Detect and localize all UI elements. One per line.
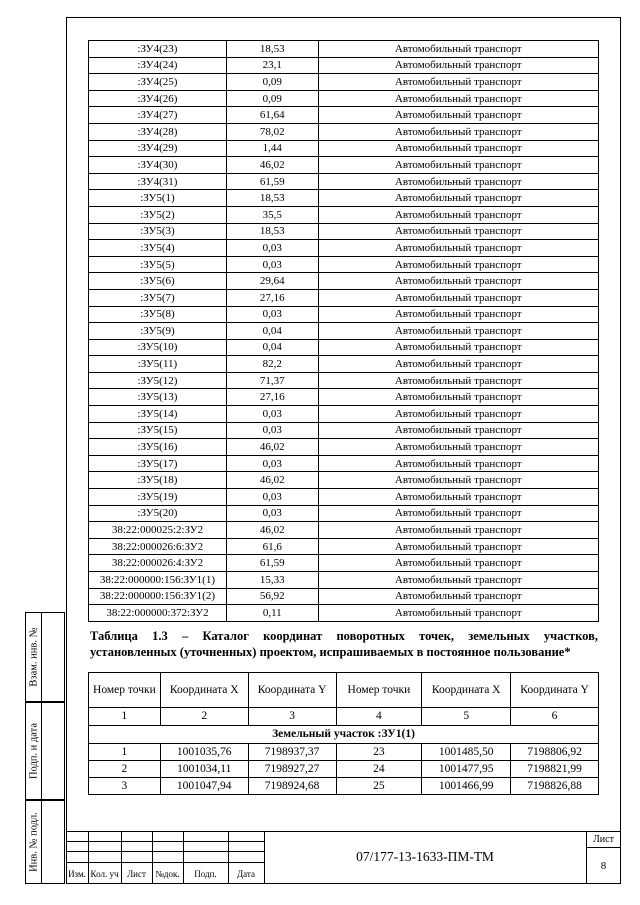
table-row [89,455,599,472]
plot-name-cell: :ЗУ4(30) [89,157,227,174]
plot-name-cell: :ЗУ5(4) [89,240,227,257]
plot-name-cell: 38:22:000026:6:ЗУ2 [89,538,227,555]
table-row [89,140,599,157]
table-row [89,123,599,140]
plot-purpose-cell: Автомобильный транспорт [318,439,598,456]
plot-name-cell: :ЗУ5(20) [89,505,227,522]
plot-name-cell: :ЗУ4(31) [89,173,227,190]
table-row [89,489,599,506]
plot-area-cell: 61,59 [226,555,318,572]
table-row [89,538,599,555]
header-cell: Координата Y [511,673,599,708]
plot-area-cell: 18,53 [226,190,318,207]
header-cell: Координата X [422,673,511,708]
plot-name-cell: :ЗУ4(29) [89,140,227,157]
table-row [89,761,599,778]
plot-area-cell: 1,44 [226,140,318,157]
table-row [89,439,599,456]
plot-area-cell: 0,03 [226,505,318,522]
plot-name-cell: 38:22:000025:2:ЗУ2 [89,522,227,539]
column-number: 4 [336,708,422,726]
plot-area-cell: 27,16 [226,289,318,306]
column-number: 6 [511,708,599,726]
coord-cell: 7198927,27 [248,761,336,778]
plot-name-cell: 38:22:000000:372:ЗУ2 [89,605,227,622]
table-row [89,57,599,74]
plot-name-cell: :ЗУ5(11) [89,356,227,373]
coord-cell: 1 [89,744,161,761]
plot-area-cell: 18,53 [226,41,318,58]
coord-cell: 1001034,11 [160,761,248,778]
plot-purpose-cell: Автомобильный транспорт [318,406,598,423]
table-row [89,223,599,240]
plot-purpose-cell: Автомобильный транспорт [318,157,598,174]
table-row [89,289,599,306]
plot-purpose-cell: Автомобильный транспорт [318,356,598,373]
table-row [89,157,599,174]
side-stamp-label: Инв. № подл. [28,812,39,872]
table-row [89,522,599,539]
table-row [89,555,599,572]
table-row [89,256,599,273]
header-row [89,673,599,708]
header-cell: Номер точки [89,673,161,708]
plot-name-cell: :ЗУ4(23) [89,41,227,58]
plot-purpose-cell: Автомобильный транспорт [318,389,598,406]
stamp-col-data: Дата [237,869,255,879]
coord-cell: 24 [336,761,422,778]
plot-purpose-cell: Автомобильный транспорт [318,273,598,290]
plot-name-cell: :ЗУ5(7) [89,289,227,306]
coord-cell: 1001466,99 [422,778,511,795]
plot-purpose-cell: Автомобильный транспорт [318,41,598,58]
table-row [89,422,599,439]
plot-purpose-cell: Автомобильный транспорт [318,90,598,107]
stamp-col-kol: Кол. уч [90,869,119,879]
plot-name-cell: :ЗУ4(26) [89,90,227,107]
table-caption: Таблица 1.3 – Каталог координат поворотных точек, земельных участков, установленных (уточненных) проектом, испрашиваемых в постоянное пользование* [90,629,598,659]
plot-purpose-cell: Автомобильный транспорт [318,57,598,74]
plot-name-cell: :ЗУ5(19) [89,489,227,506]
coord-cell: 1001477,95 [422,761,511,778]
plot-area-cell: 61,59 [226,173,318,190]
side-stamp-label: Подп. и дата [28,722,39,780]
stamp-col-list: Лист [127,869,146,879]
plot-area-cell: 15,33 [226,572,318,589]
side-stamp-podp [25,702,65,800]
coord-cell: 7198806,92 [511,744,599,761]
plot-area-cell: 0,03 [226,489,318,506]
document-code: 07/177-13-1633-ПМ-ТМ [356,849,494,864]
table-row [89,90,599,107]
coord-cell: 1001485,50 [422,744,511,761]
plot-purpose-cell: Автомобильный транспорт [318,190,598,207]
plot-area-cell: 29,64 [226,273,318,290]
column-number: 5 [422,708,511,726]
plot-name-cell: :ЗУ5(5) [89,256,227,273]
header-cell: Координата Y [248,673,336,708]
plot-area-cell: 61,64 [226,107,318,124]
plot-name-cell: :ЗУ5(3) [89,223,227,240]
plot-area-cell: 0,09 [226,90,318,107]
plot-name-cell: :ЗУ5(2) [89,206,227,223]
plot-name-cell: 38:22:000000:156:ЗУ1(1) [89,572,227,589]
plot-area-cell: 0,03 [226,406,318,423]
plot-name-cell: :ЗУ5(9) [89,323,227,340]
stamp-col-izm: Изм. [68,869,86,879]
coord-cell: 25 [336,778,422,795]
plot-purpose-cell: Автомобильный транспорт [318,538,598,555]
table-row [89,472,599,489]
table-row [89,372,599,389]
plot-purpose-cell: Автомобильный транспорт [318,555,598,572]
table-row [89,605,599,622]
table-row [89,273,599,290]
plot-area-cell: 61,6 [226,538,318,555]
table-row [89,778,599,795]
table-row [89,572,599,589]
table-row [89,74,599,91]
coord-cell: 3 [89,778,161,795]
plot-area-cell: 78,02 [226,123,318,140]
plot-area-cell: 0,03 [226,306,318,323]
plot-purpose-cell: Автомобильный транспорт [318,256,598,273]
section-title: Земельный участок :ЗУ1(1) [89,726,599,744]
table-row [89,588,599,605]
plot-area-cell: 0,04 [226,339,318,356]
plot-name-cell: :ЗУ5(16) [89,439,227,456]
coord-cell: 2 [89,761,161,778]
table-row [89,389,599,406]
stamp-col-ndok: №док. [155,869,180,879]
sheet-label: Лист [593,834,614,845]
plot-purpose-cell: Автомобильный транспорт [318,472,598,489]
plot-purpose-cell: Автомобильный транспорт [318,505,598,522]
plot-name-cell: :ЗУ4(25) [89,74,227,91]
plot-area-cell: 46,02 [226,522,318,539]
plot-area-cell: 46,02 [226,157,318,174]
plot-name-cell: 38:22:000000:156:ЗУ1(2) [89,588,227,605]
plot-name-cell: :ЗУ4(24) [89,57,227,74]
section-row [89,726,599,744]
plot-name-cell: 38:22:000026:4:ЗУ2 [89,555,227,572]
title-block [66,831,621,884]
coord-cell: 7198821,99 [511,761,599,778]
plot-purpose-cell: Автомобильный транспорт [318,240,598,257]
header-cell: Номер точки [336,673,422,708]
plot-name-cell: :ЗУ5(15) [89,422,227,439]
plot-area-cell: 46,02 [226,439,318,456]
table-row [89,107,599,124]
plot-area-cell: 23,1 [226,57,318,74]
table-row [89,744,599,761]
plot-area-cell: 0,09 [226,74,318,91]
column-number: 1 [89,708,161,726]
plot-name-cell: :ЗУ5(14) [89,406,227,423]
sheet-number: 8 [600,860,607,872]
plot-name-cell: :ЗУ5(10) [89,339,227,356]
table-row [89,206,599,223]
plot-name-cell: :ЗУ5(1) [89,190,227,207]
plot-name-cell: :ЗУ5(17) [89,455,227,472]
side-stamp-label: Взам. инв. № [28,627,39,687]
plot-area-cell: 0,03 [226,256,318,273]
stamp-col-podp: Подп. [194,869,217,879]
plot-purpose-cell: Автомобильный транспорт [318,123,598,140]
plot-area-cell: 71,37 [226,372,318,389]
table-row [89,41,599,58]
plot-area-cell: 27,16 [226,389,318,406]
plot-purpose-cell: Автомобильный транспорт [318,223,598,240]
plot-purpose-cell: Автомобильный транспорт [318,455,598,472]
plot-purpose-cell: Автомобильный транспорт [318,339,598,356]
plot-purpose-cell: Автомобильный транспорт [318,306,598,323]
column-number: 2 [160,708,248,726]
table-row [89,173,599,190]
plot-area-cell: 18,53 [226,223,318,240]
plot-name-cell: :ЗУ5(6) [89,273,227,290]
table-row [89,190,599,207]
table-row [89,323,599,340]
table-row [89,240,599,257]
table-row [89,505,599,522]
plot-name-cell: :ЗУ5(12) [89,372,227,389]
plot-area-cell: 0,11 [226,605,318,622]
plot-name-cell: :ЗУ5(13) [89,389,227,406]
column-number-row [89,708,599,726]
table-row [89,356,599,373]
plot-area-cell: 82,2 [226,356,318,373]
side-stamp-inv [25,800,65,884]
plot-purpose-cell: Автомобильный транспорт [318,372,598,389]
plot-purpose-cell: Автомобильный транспорт [318,173,598,190]
coordinates-table [88,672,599,795]
plot-name-cell: :ЗУ4(27) [89,107,227,124]
side-stamp-vzam [25,612,65,702]
table-row [89,406,599,423]
plot-area-cell: 0,03 [226,455,318,472]
plot-purpose-cell: Автомобильный транспорт [318,605,598,622]
plot-area-cell: 35,5 [226,206,318,223]
column-number: 3 [248,708,336,726]
plot-purpose-cell: Автомобильный транспорт [318,140,598,157]
coord-cell: 7198937,37 [248,744,336,761]
plot-area-cell: 46,02 [226,472,318,489]
plot-purpose-cell: Автомобильный транспорт [318,289,598,306]
plot-purpose-cell: Автомобильный транспорт [318,323,598,340]
plot-name-cell: :ЗУ4(28) [89,123,227,140]
plot-area-cell: 0,04 [226,323,318,340]
plot-purpose-cell: Автомобильный транспорт [318,422,598,439]
coord-cell: 1001035,76 [160,744,248,761]
plot-name-cell: :ЗУ5(8) [89,306,227,323]
table-row [89,339,599,356]
plot-name-cell: :ЗУ5(18) [89,472,227,489]
coord-cell: 23 [336,744,422,761]
plot-purpose-cell: Автомобильный транспорт [318,588,598,605]
plot-purpose-cell: Автомобильный транспорт [318,74,598,91]
plot-area-cell: 0,03 [226,422,318,439]
plot-purpose-cell: Автомобильный транспорт [318,107,598,124]
plot-purpose-cell: Автомобильный транспорт [318,522,598,539]
plot-area-cell: 0,03 [226,240,318,257]
coord-cell: 1001047,94 [160,778,248,795]
table-row [89,306,599,323]
plot-area-cell: 56,92 [226,588,318,605]
coord-cell: 7198826,88 [511,778,599,795]
land-plots-table [88,40,599,622]
plot-purpose-cell: Автомобильный транспорт [318,206,598,223]
coord-cell: 7198924,68 [248,778,336,795]
header-cell: Координата X [160,673,248,708]
plot-purpose-cell: Автомобильный транспорт [318,572,598,589]
plot-purpose-cell: Автомобильный транспорт [318,489,598,506]
